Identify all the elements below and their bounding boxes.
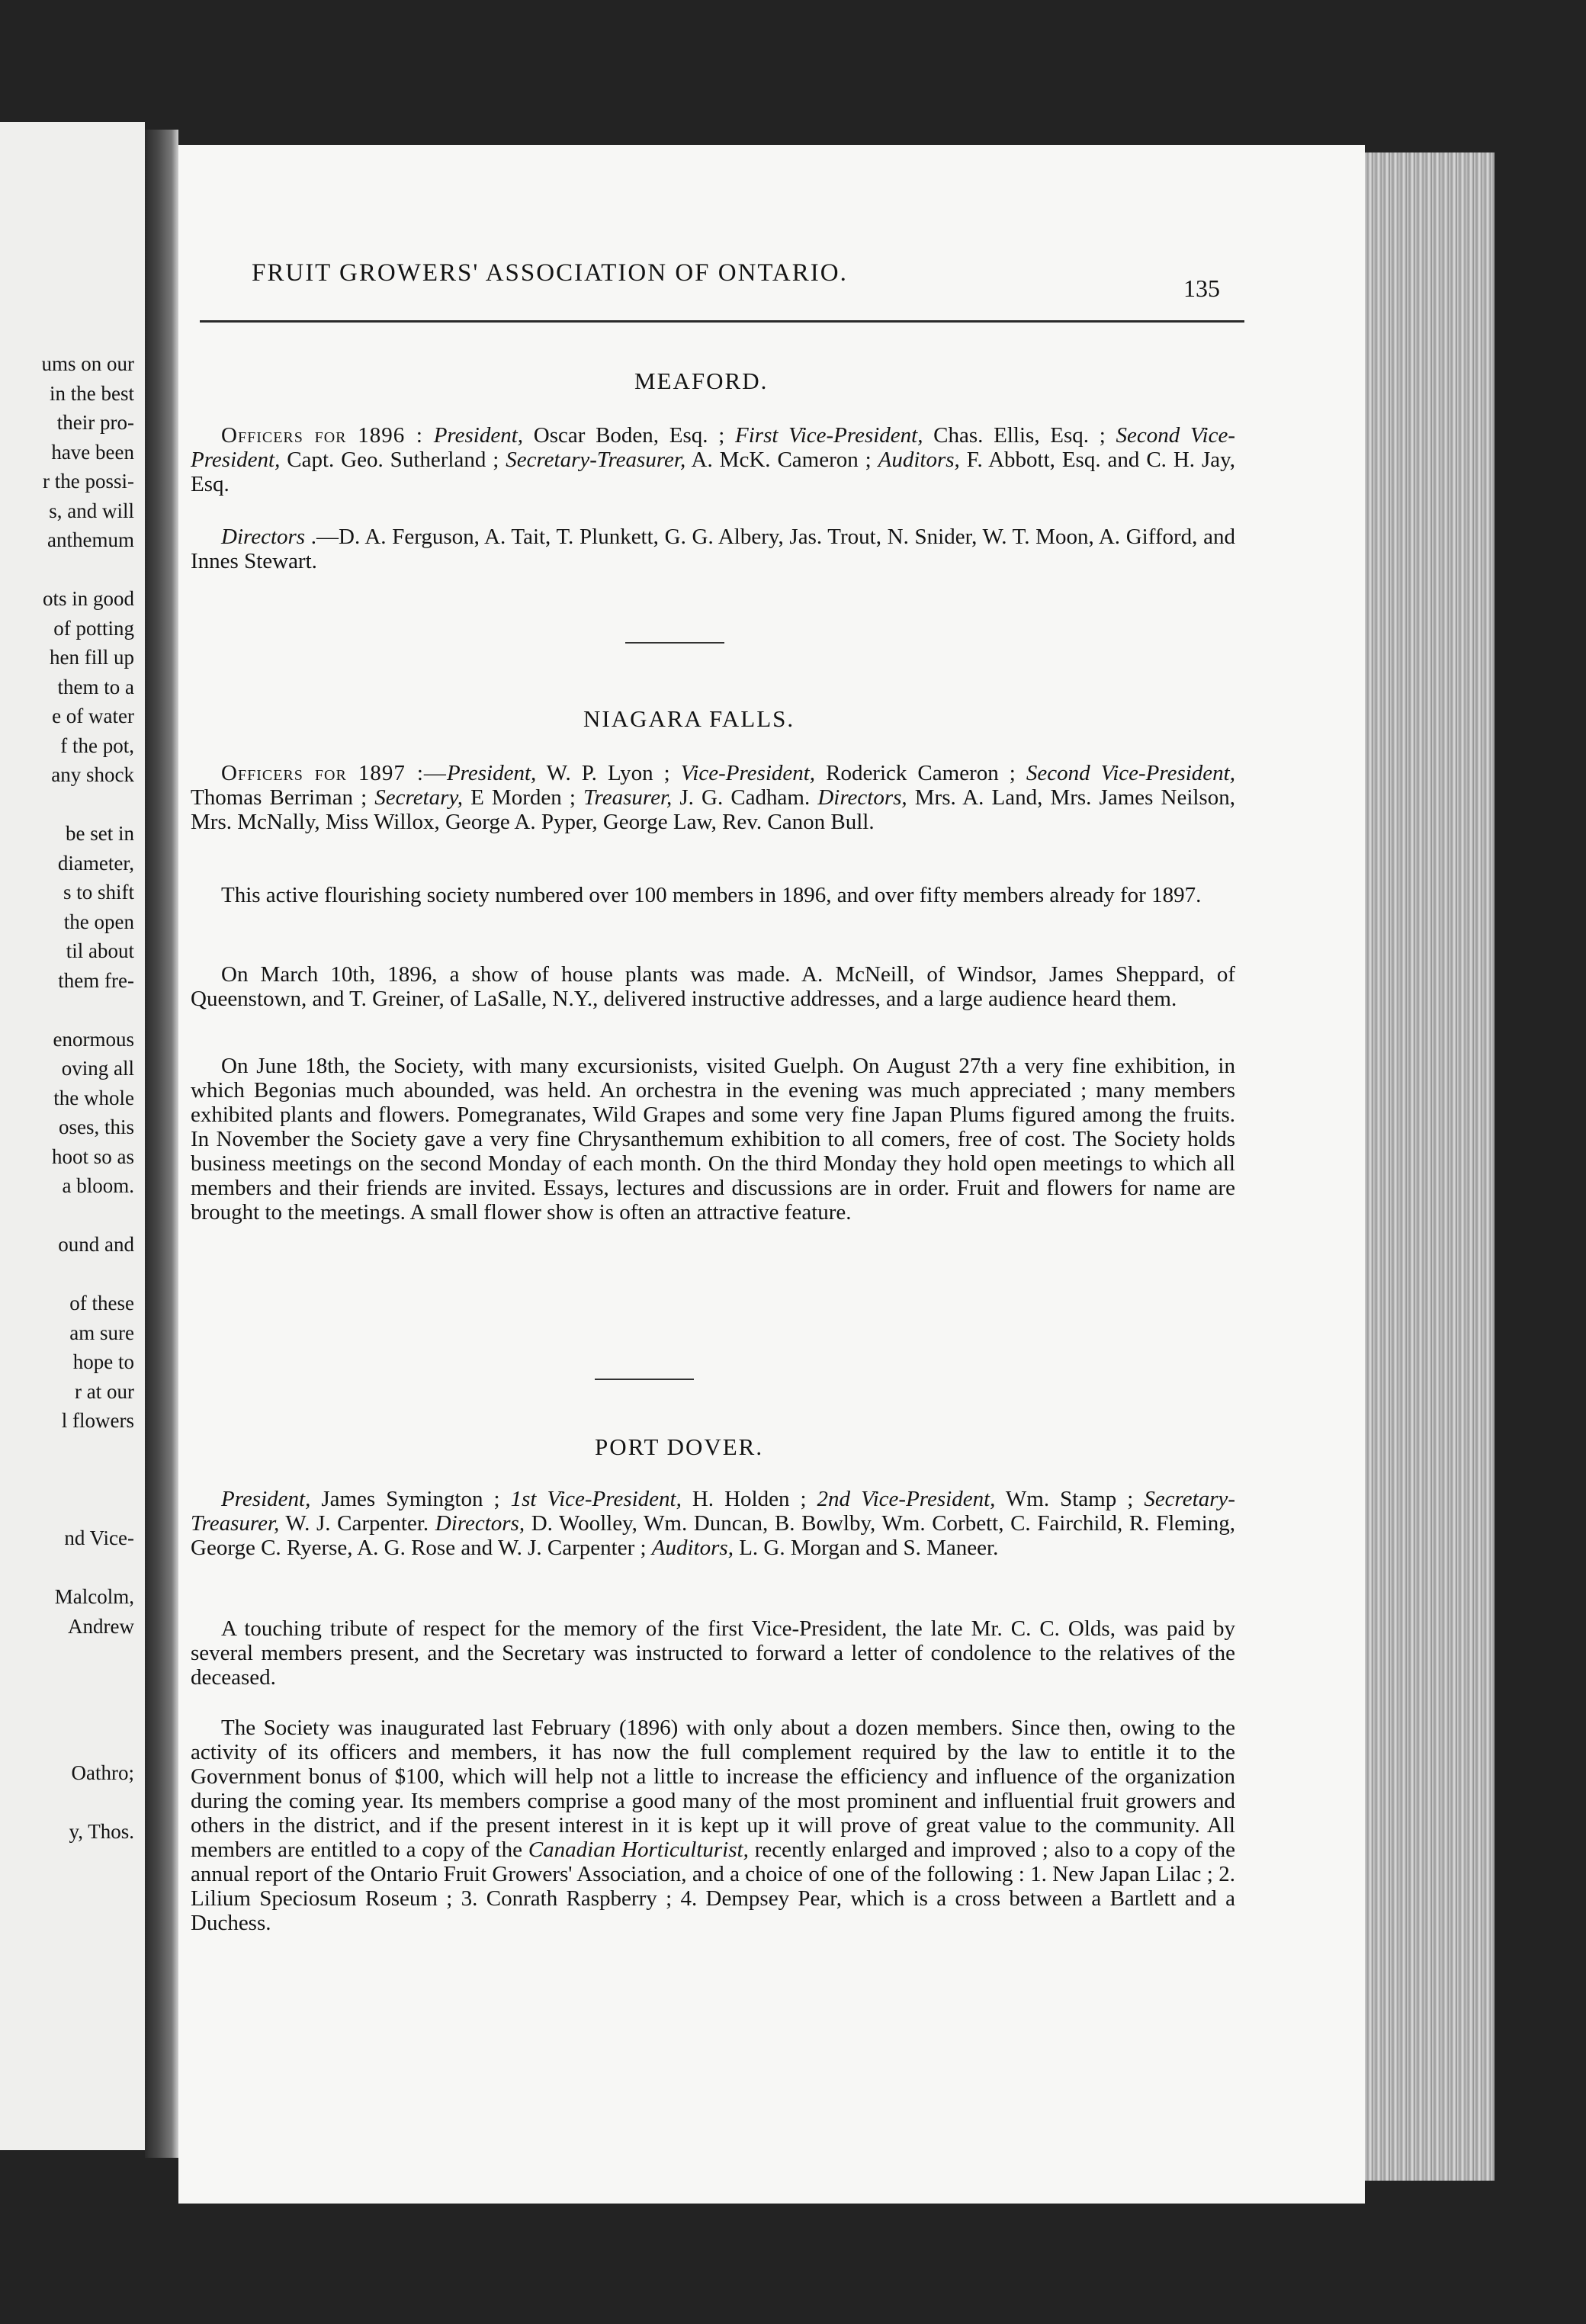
officer-name: James Symington ; — [310, 1487, 511, 1511]
left-page-line: ums on our — [41, 352, 134, 375]
left-page-line: Andrew — [68, 1614, 134, 1638]
left-page-line: oving all — [61, 1057, 134, 1080]
role-label: Second Vice-President, — [191, 423, 1236, 472]
director-names: .—D. A. Ferguson, A. Tait, T. Plunkett, G. G. Albery, Jas. Trout, N. Snider, W. T. Moon, A. Gifford, and Innes Stewart. — [191, 525, 1235, 573]
left-page-line: Oathro; — [71, 1761, 134, 1784]
officer-name: J. G. Cadham. — [672, 785, 818, 810]
role-label: First Vice-President, — [735, 423, 923, 448]
left-page-line: them to a — [57, 675, 134, 698]
meaford-directors — [191, 525, 1235, 573]
left-page-line: y, Thos. — [69, 1820, 134, 1843]
role-label: Secretary-Treasurer, — [191, 1487, 1236, 1536]
port-dover-officers — [191, 1487, 1235, 1560]
role-label: 1st Vice-President, — [510, 1487, 682, 1511]
left-page-line: hoot so as — [52, 1144, 134, 1168]
officer-name: Oscar Boden, Esq. ; — [523, 423, 736, 448]
left-page-line: diameter, — [57, 851, 134, 875]
role-label: Directors, — [817, 785, 907, 810]
officer-name: Wm. Stamp ; — [995, 1487, 1145, 1511]
officers-lead: Officers for 1897 :— — [221, 761, 447, 785]
role-label: Directors — [221, 525, 306, 549]
left-page-line: have been — [51, 440, 134, 464]
left-page-line: l flowers — [61, 1409, 134, 1432]
left-page-line: in the best — [50, 381, 134, 405]
role-label: Secretary-Treasurer, — [506, 448, 686, 472]
left-page-line: them fre- — [58, 968, 134, 992]
publication-title: Canadian Horticulturist, — [528, 1838, 749, 1862]
left-page-line: a bloom. — [62, 1174, 134, 1197]
officer-name: W. J. Carpenter. — [279, 1511, 435, 1536]
section-title-niagara-falls: NIAGARA FALLS. — [583, 705, 795, 732]
role-label: President, — [221, 1487, 311, 1511]
role-label: President, — [433, 423, 524, 448]
officer-name: Thomas Berriman ; — [191, 785, 375, 810]
book-gutter — [145, 130, 178, 2158]
left-page-line: Malcolm, — [54, 1585, 134, 1608]
officer-name: Capt. Geo. Sutherland ; — [280, 448, 506, 472]
section-title-port-dover: PORT DOVER. — [595, 1433, 764, 1460]
role-label: 2nd Vice-President, — [817, 1487, 996, 1511]
left-page-line: hope to — [72, 1350, 134, 1373]
left-page-line: s to shift — [63, 881, 134, 904]
section-divider — [625, 642, 724, 644]
port-dover-paragraph-1: A touching tribute of respect for the memory of the first Vice-President, the late Mr. C. C. Olds, was paid by several members present, and the Secretary was instructed to forward a letter of condolence to the relatives of the deceased. — [191, 1616, 1235, 1690]
left-page-line: hen fill up — [50, 646, 134, 669]
role-label: Vice-President, — [680, 761, 816, 785]
left-page-line: r the possi- — [43, 470, 134, 493]
left-page-line: of potting — [53, 616, 134, 640]
officer-name: Chas. Ellis, Esq. ; — [923, 423, 1116, 448]
section-divider — [595, 1379, 694, 1380]
role-label: Directors, — [435, 1511, 525, 1536]
left-facing-page — [0, 122, 145, 2150]
director-names: D. Woolley, Wm. Duncan, B. Bowlby, Wm. Corbett, C. Fairchild, R. Fleming, George C. Ryerse, A. G. Rose and W. J. Carpenter ; — [191, 1511, 1235, 1560]
niagara-paragraph-2: On March 10th, 1896, a show of house plants was made. A. McNeill, of Windsor, James Sheppard, of Queenstown, and T. Greiner, of LaSalle, N.Y., delivered instructive addresses, and a large audience heard them. — [191, 962, 1235, 1011]
left-page-line: til about — [66, 939, 134, 962]
officer-name: E Morden ; — [463, 785, 583, 810]
left-page-line: the open — [63, 910, 134, 933]
left-page-line: enormous — [53, 1027, 134, 1051]
niagara-paragraph-3: On June 18th, the Society, with many excursionists, visited Guelph. On August 27th a very fine exhibition, in which Begonias much abounded, was held. An orchestra in the evening was much appreciated ; many members exhibited plants and flowers. Pomegranates, Wild Grapes and some very fine Japan Plums figured among the fruits. In November the Society gave a very fine Chrysanthemum exhibition to all comers, free of cost. The Society holds business meetings on the second Monday of each month. On the third Monday they hold open meetings to which all members and their friends are invited. Essays, lectures and discussions are in order. Fruit and flowers for name are brought to the meetings. A small flower show is often an attractive feature. — [191, 1054, 1235, 1225]
niagara-paragraph-1: This active flourishing society numbered over 100 members in 1896, and over fifty members already for 1897. — [221, 883, 1202, 907]
left-page-line: be set in — [66, 822, 134, 845]
officer-name: H. Holden ; — [681, 1487, 817, 1511]
meaford-officers — [191, 423, 1235, 496]
role-label: Auditors, — [651, 1536, 734, 1560]
left-page-line: am sure — [69, 1321, 134, 1344]
left-page-line: ound and — [58, 1233, 134, 1256]
running-head: FRUIT GROWERS' ASSOCIATION OF ONTARIO. — [252, 259, 848, 287]
left-page-line: their pro- — [56, 411, 134, 434]
left-page-line: any shock — [51, 763, 134, 786]
left-page-line: r at our — [75, 1379, 134, 1403]
left-page-line: oses, this — [58, 1115, 134, 1138]
page-number: 135 — [1183, 274, 1220, 302]
left-page-line: e of water — [52, 705, 134, 727]
left-page-line: f the pot, — [60, 733, 134, 757]
paragraph-text: The Society was inaugurated last February (1896) with only about a dozen members. Since then, owing to the activity of its officers and members, it has now the full complement required by the law to entitle it to the Government bonus of $100, which will help not a little to increase the efficiency and influence of the organization during the coming year. Its members comprise a good many of the most prominent and influential fruit growers and others in the district, and if the present interest in it is kept up it will prove of great value to the community. All members are entitled to a copy of the — [191, 1716, 1235, 1862]
officer-name: L. G. Morgan and S. Maneer. — [733, 1536, 999, 1560]
left-page-line: the whole — [53, 1086, 134, 1109]
header-rule — [200, 320, 1244, 323]
role-label: President, — [446, 761, 537, 785]
officers-lead: Officers for 1896 : — [221, 423, 423, 448]
left-page-line: ots in good — [42, 587, 134, 610]
paragraph-text: recently enlarged and improved ; also to a copy of the annual report of the Ontario Fruit Growers' Association, and a choice of one of the following : 1. New Japan Lilac ; 2. Lilium Speciosum Roseum ; 3. Conrath Raspberry ; 4. Dempsey Pear, which is a cross between a Bartlett and a Duchess. — [191, 1838, 1235, 1935]
port-dover-paragraph-2 — [191, 1716, 1235, 1935]
section-title-meaford: MEAFORD. — [634, 368, 769, 394]
officer-name: Roderick Cameron ; — [815, 761, 1026, 785]
officer-name: W. P. Lyon ; — [536, 761, 681, 785]
director-names: Mrs. A. Land, Mrs. James Neilson, Mrs. McNally, Miss Willox, George A. Pyper, George Law, Rev. Canon Bull. — [191, 785, 1235, 834]
officer-name: A. McK. Cameron ; — [685, 448, 878, 472]
left-page-line: nd Vice- — [64, 1526, 134, 1549]
officer-name: F. Abbott, Esq. and C. H. Jay, Esq. — [191, 448, 1235, 496]
niagara-officers — [191, 761, 1235, 834]
role-label: Secretary, — [374, 785, 463, 810]
role-label: Auditors, — [878, 448, 960, 472]
role-label: Second Vice-President, — [1026, 761, 1235, 785]
left-page-line: of these — [69, 1292, 134, 1314]
left-page-line: anthemum — [47, 528, 134, 551]
page-edge — [1365, 152, 1494, 2181]
role-label: Treasurer, — [583, 785, 673, 810]
left-page-line: s, and will — [49, 499, 134, 522]
